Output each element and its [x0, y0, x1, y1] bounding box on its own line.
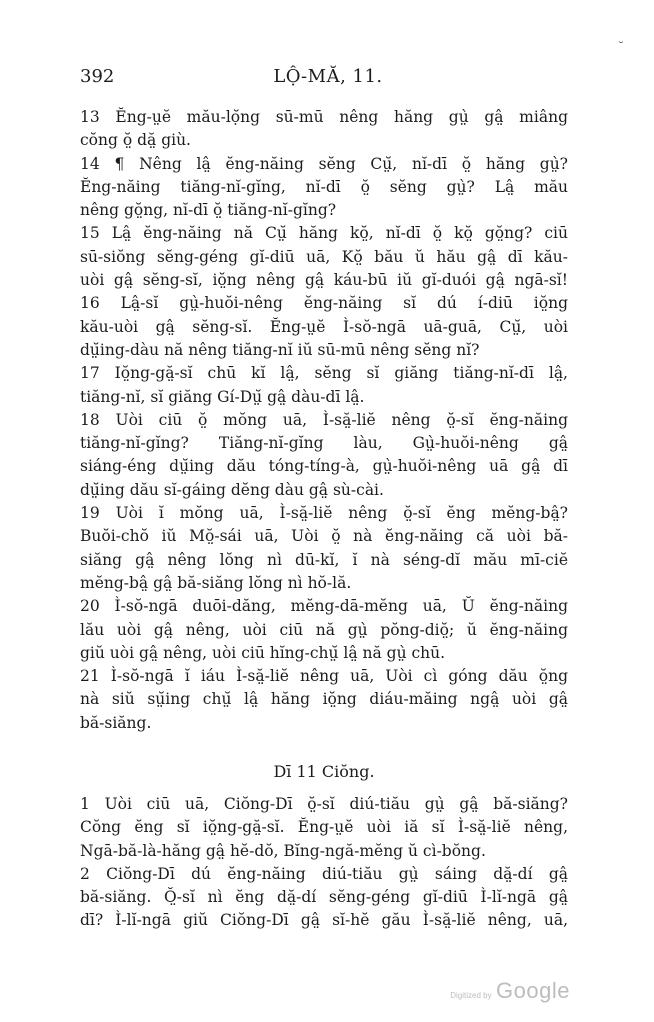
- text-line: 20 Ì-sŏ-ngā duōi-dăng, mĕng-dā-mĕng uā, Ŭ ĕng-năing: [80, 597, 568, 616]
- text-line: lău uòi gâ̤ nêng, uòi ciū nă gṳ̀ pŏng-diŏ̤; ŭ ĕng-năing: [80, 620, 568, 639]
- text-line: uòi gâ̤ sĕng-sĭ, iŏ̤ng nêng gâ̤ káu-bū iŭ gĭ-duói gâ̤ ngā-sĭ!: [80, 271, 568, 290]
- digitized-by-google-watermark: [450, 978, 570, 1004]
- text-line: tiăng-nĭ-gĭng? Tiăng-nĭ-gĭng làu, Gṳ̀-huŏi-nêng gâ̤: [80, 434, 568, 453]
- text-line: 2 Ciŏng-Dī dú ĕng-năing diú-tiău gṳ̀ sáing dă̤-dí gâ̤: [80, 864, 568, 883]
- text-line: kău-uòi gâ̤ sĕng-sĭ. Ĕng-ṳĕ Ì-sŏ-ngā uā-guā, Cṳ̆, uòi: [80, 317, 568, 336]
- text-line: sū-siŏng sĕng-géng gĭ-diū uā, Kŏ̤ bău ŭ hău gâ̤ dī kău-: [80, 247, 568, 266]
- watermark-prefix: Digitized by: [450, 991, 492, 1000]
- text-line: Ngā-bă-là-hăng gâ̤ hĕ-dŏ, Bĭng-ngă-mĕng ŭ cì-bŏng.: [80, 841, 486, 860]
- text-line: tiăng-nĭ, sĭ giăng Gí-Dṳ̆ gâ̤ dàu-dī lâ̤.: [80, 387, 365, 406]
- text-line: siáng-éng dṳ̆ing dău tóng-tíng-à, gṳ̀-huŏi-nêng uā gâ̤ dī: [80, 457, 568, 476]
- text-line: 16 Lâ̤-sĭ gṳ̀-huŏi-nêng ĕng-năing sĭ dú í-diū iŏ̤ng: [80, 294, 568, 313]
- text-line: siăng gâ̤ nêng lŏng nì dū-kĭ, ĭ nà séng-dĭ mău mī-ciĕ: [80, 550, 568, 569]
- text-line: mĕng-bâ̤ gâ̤ bă-siăng lŏng nì hŏ-lă.: [80, 573, 352, 592]
- text-line: dṳ̆ing dău sĭ-gáing dĕng dàu gâ̤ sù-cài.: [80, 480, 384, 499]
- corner-mark: ˘: [618, 40, 624, 54]
- text-line: 13 Ĕng-ṳĕ mău-lọ̆ng sū-mū nêng hăng gṳ̀ gâ̤ miâng: [80, 108, 568, 126]
- text-line: dṳ̆ing-dàu nă nêng tiăng-nĭ iŭ sū-mū nêng sĕng nĭ?: [80, 340, 480, 359]
- text-line: giŭ uòi gâ̤ nêng, uòi ciū hĭng-chṳ̆ lâ̤ nă gṳ̀ chū.: [80, 643, 446, 662]
- text-line: dī? Ì-lĭ-ngā giŭ Ciŏng-Dī gâ̤ sĭ-hĕ gău Ì-să̤-liĕ nêng, uā,: [80, 911, 568, 930]
- text-line: cŏng ŏ̤ dă̤ giù.: [80, 131, 191, 150]
- text-line: 18 Uòi ciū ŏ̤ mŏng uā, Ì-să̤-liĕ nêng ŏ̤-sĭ ĕng-năing: [80, 410, 568, 429]
- text-line: bă-siăng.: [80, 713, 152, 732]
- text-line: 21 Ì-sŏ-ngā ĭ iáu Ì-să̤-liĕ nêng uā, Uòi cì góng dău ŏ̤ng: [80, 667, 568, 686]
- text-line: nà siŭ sṳ̆ing chṳ̆ lâ̤ hăng iŏ̤ng diáu-măing ngâ̤ uòi gâ̤: [80, 690, 568, 709]
- google-logo: Google: [496, 978, 570, 1003]
- verse-block-2: [80, 793, 568, 933]
- text-line: 15 Lâ̤ ĕng-năing nă Cṳ̆ hăng kŏ̤, nĭ-dī ŏ̤ kŏ̤ gŏ̤ng? ciū: [80, 224, 568, 243]
- text-line: 19 Uòi ĭ mŏng uā, Ì-să̤-liĕ nêng ŏ̤-sĭ ĕng mĕng-bâ̤?: [80, 504, 568, 523]
- page-number: 392: [80, 66, 115, 87]
- text-line: Buŏi-chŏ iŭ Mŏ̤-sái uā, Uòi ŏ̤ nà ĕng-năing că uòi bă-: [80, 527, 568, 546]
- text-line: 17 Iŏ̤ng-gă̤-sĭ chū kĭ lâ̤, sĕng sĭ giăng tiăng-nĭ-dī lâ̤,: [80, 364, 568, 383]
- chapter-heading: Dī 11 Ciŏng.: [273, 762, 375, 781]
- text-line: 14 ¶ Nêng lâ̤ ĕng-năing sĕng Cṳ̆, nĭ-dī ŏ̤ hăng gṳ̀?: [80, 154, 568, 173]
- page-header: [80, 66, 576, 94]
- running-title: LỘ-MĂ, 11.: [273, 66, 383, 87]
- text-line: Ĕng-năing tiăng-nĭ-gĭng, nĭ-dī ŏ̤ sĕng gṳ̀? Lâ̤ mău: [80, 177, 568, 196]
- text-line: Cŏng ĕng sĭ iŏ̤ng-gă̤-sĭ. Ĕng-ṳĕ uòi iă sĭ Ì-să̤-liĕ nêng,: [80, 818, 568, 837]
- text-line: 1 Uòi ciū uā, Ciŏng-Dī ŏ̤-sĭ diú-tiău gṳ̀ gâ̤ bă-siăng?: [80, 795, 568, 813]
- verse-block-1: [80, 106, 568, 735]
- text-line: bă-siăng. Ŏ̤-sĭ nì ĕng dă̤-dí sĕng-géng gĭ-diū Ì-lĭ-ngā gâ̤: [80, 888, 568, 907]
- text-line: nêng gŏ̤ng, nĭ-dī ŏ̤ tiăng-nĭ-gĭng?: [80, 201, 337, 220]
